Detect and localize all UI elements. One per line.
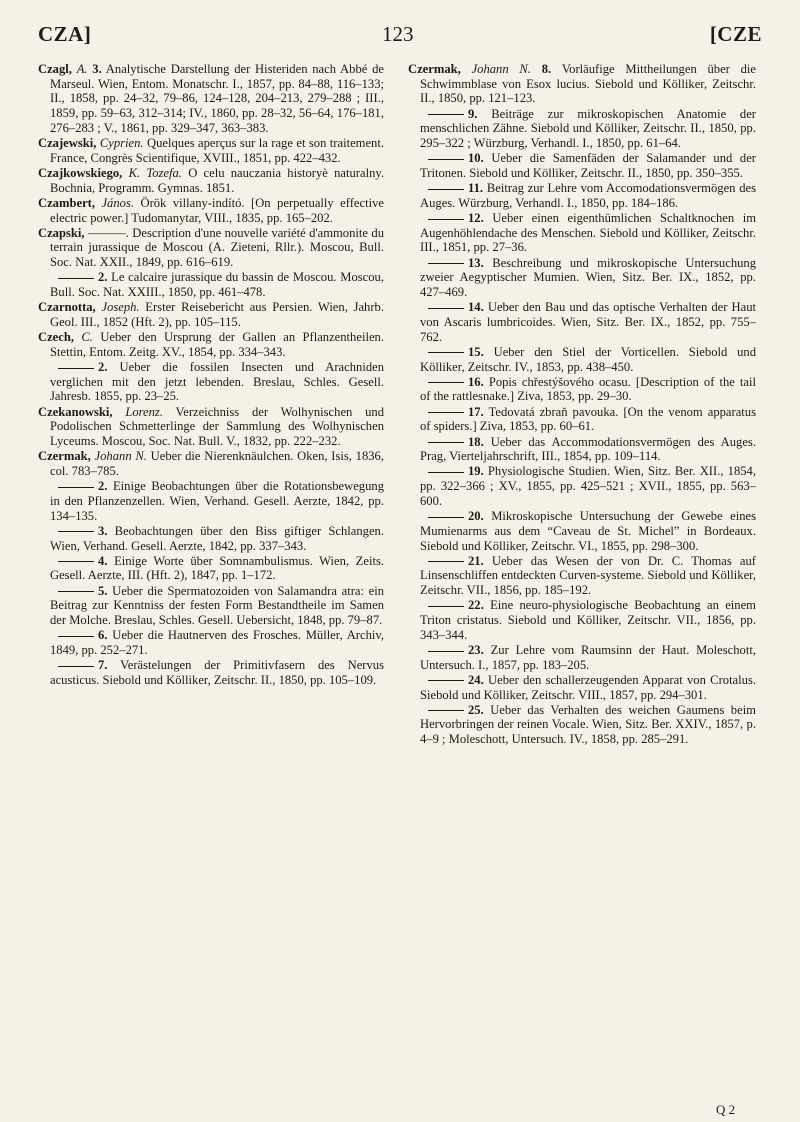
- ditto-dash: [58, 561, 94, 562]
- entry-number: 12.: [468, 211, 484, 226]
- entry-citation: Beiträge zur mikroskopischen Anatomie der menschlichen Zähne. Siebold und Kölliker, Zeitschr. II., 1850, pp. 295–322 ; Würzburg, Verhandl. I., 1850, pp. 61–64.: [420, 106, 756, 151]
- left-column: [38, 62, 384, 688]
- entry-number: 15.: [468, 344, 484, 359]
- entry-number: 21.: [468, 553, 484, 568]
- bibliography-sub-entry: [38, 270, 384, 299]
- entry-citation: Ueber die Samenfäden der Salamander und der Tritonen. Siebold und Kölliker, Zeitschr. II., 1850, pp. 350–355.: [420, 151, 756, 180]
- ditto-dash: [58, 531, 94, 532]
- entry-citation: Ueber die Spermatozoiden von Salamandra atra: ein Beitrag zur Kenntniss der festen Form Bestandtheile im Samen der Molche. Breslau, Schles. Gesell. Uebersicht, 1848, pp. 79–87.: [50, 583, 384, 628]
- entry-number: 2.: [98, 360, 108, 375]
- entry-citation: Analytische Darstellung der Histeriden nach Abbé de Marseul. Wien, Entom. Monatschr. I., 1857, pp. 84–88, 116–133; II., 1858, pp. 24–32, 79–86, 124–128, 204–213, 279–288 ; III., 1859, pp. 59–63, 312–314; IV., 1860, pp. 28–32, 56–64, 176–181, 276–283 ; V., 1861, pp. 329–347, 363–383.: [50, 62, 384, 135]
- printer-signature-mark: Q 2: [716, 1102, 736, 1117]
- bibliography-entry: [38, 330, 384, 359]
- entry-citation: Ueber die Hautnerven des Frosches. Müller, Archiv, 1849, pp. 252–271.: [50, 628, 384, 657]
- bibliography-sub-entry: [408, 509, 756, 553]
- author-given-name: A.: [76, 62, 88, 76]
- bibliography-sub-entry: [408, 673, 756, 702]
- entry-citation: Örök villany-indító. [On perpetually effective electric power.] Tudomanytar, VIII., 1835, pp. 165–202.: [50, 195, 384, 225]
- entry-citation: Ueber den Stiel der Vorticellen. Siebold und Kölliker, Zeitschr. IV., 1853, pp. 438–450.: [420, 344, 757, 374]
- bibliography-sub-entry: [38, 584, 384, 628]
- bibliography-entry: [38, 405, 384, 449]
- ditto-dash: [428, 308, 464, 309]
- entry-citation: Ueber den schallerzeugenden Apparat von Crotalus. Siebold und Kölliker, Zeitschr. VIII., 1857, pp. 294–301.: [420, 672, 756, 702]
- header-right-guide-word: [CZE: [709, 22, 762, 46]
- entry-number: 25.: [468, 702, 484, 717]
- entry-number: 20.: [468, 509, 484, 524]
- entry-citation: Physiologische Studien. Wien, Sitz. Ber. XII., 1854, pp. 322–366 ; XV., 1855, pp. 425–521 ; XVII., 1855, pp. 563–600.: [420, 464, 756, 508]
- entry-number: 3.: [92, 62, 102, 76]
- entry-number: 17.: [468, 404, 484, 419]
- bibliography-entry: [408, 62, 756, 106]
- bibliography-sub-entry: [38, 658, 384, 687]
- ditto-dash: [428, 219, 464, 220]
- entry-citation: Vorläufige Mittheilungen über die Schwimmblase von Esox lucius. Siebold und Kölliker, Zeitschr. II., 1850, pp. 121–123.: [420, 62, 757, 106]
- ditto-dash: [58, 487, 94, 488]
- entry-citation: Ueber die Nierenknäulchen. Oken, Isis, 1836, col. 783–785.: [50, 449, 384, 478]
- bibliography-entry: [38, 62, 384, 136]
- bibliography-sub-entry: [408, 181, 756, 210]
- ditto-dash: [428, 442, 464, 443]
- entry-citation: Ueber den Ursprung der Gallen an Pflanzentheilen. Stettin, Entom. Zeitg. XV., 1854, pp. 334–343.: [50, 330, 384, 359]
- bibliography-entry: [38, 136, 384, 165]
- entry-number: 16.: [468, 374, 484, 389]
- bibliography-sub-entry: [408, 554, 756, 598]
- author-surname: Czajewski,: [38, 136, 97, 151]
- entry-number: 19.: [468, 464, 484, 479]
- entry-citation: ———. Description d'une nouvelle variété d'ammonite du terrain jurassique de Moscou (A. Zieteni, Rllr.). Moscou, Bull. Soc. Nat. XXII., 1849, pp. 616–619.: [50, 225, 384, 270]
- author-surname: Czajkowskiego,: [38, 165, 123, 180]
- bibliography-entry: [38, 166, 384, 195]
- entry-number: 6.: [98, 628, 108, 643]
- right-column: [408, 62, 756, 747]
- entry-citation: Ueber den Bau und das optische Verhalten der Haut von Ascaris lumbricoides. Wien, Sitz. Ber. IX., 1852, pp. 755–762.: [420, 300, 756, 344]
- bibliography-sub-entry: [408, 107, 756, 151]
- entry-citation: Ueber das Wesen der von Dr. C. Thomas auf Linsenschliffen entdeckten Curven-systeme. Siebold und Kölliker, Zeitschr. VII., 1856, pp. 185–192.: [420, 553, 756, 598]
- bibliography-sub-entry: [408, 464, 756, 508]
- bibliography-sub-entry: [38, 554, 384, 583]
- entry-number: 7.: [98, 658, 108, 673]
- entry-number: 4.: [98, 553, 108, 568]
- bibliography-sub-entry: [408, 300, 756, 344]
- ditto-dash: [428, 114, 464, 115]
- author-surname: Czarnotta,: [38, 300, 96, 315]
- bibliography-sub-entry: [408, 598, 756, 642]
- entry-number: 18.: [468, 434, 484, 449]
- entry-citation: Tedovatá zbraň pavouka. [On the venom apparatus of spiders.] Ziva, 1853, pp. 60–61.: [420, 404, 756, 434]
- author-surname: Czambert,: [38, 195, 95, 210]
- author-given-name: Joseph.: [101, 300, 140, 315]
- bibliography-entry: [38, 226, 384, 270]
- entry-citation: Ueber das Verhalten des weichen Gaumens beim Hervorbringen der reinen Vocale. Wien, Sitz. Ber. XXIV., 1857, p. 4–9 ; Moleschott, Untersuch. IV., 1858, pp. 285–291.: [420, 702, 756, 747]
- entry-citation: Le calcaire jurassique du bassin de Moscou. Moscou, Bull. Soc. Nat. XXIII., 1850, pp. 461–478.: [50, 270, 384, 300]
- author-surname: Czagl,: [38, 62, 72, 76]
- entry-citation: Beschreibung und mikroskopische Untersuchung zweier Aegyptischer Mumien. Wien, Sitz. Ber. IX., 1852, pp. 427–469.: [420, 255, 757, 300]
- entry-citation: Einige Beobachtungen über die Rotationsbewegung in den Pflanzenzellen. Wien, Verhand. Gesell. Aerzte, 1842, pp. 134–135.: [50, 479, 384, 523]
- author-surname: Czekanowski,: [38, 404, 113, 419]
- entry-citation: Popis chřestýšového ocasu. [Description of the tail of the rattlesnake.] Ziva, 1853, pp. 29–30.: [420, 374, 757, 404]
- ditto-dash: [428, 710, 464, 711]
- ditto-dash: [428, 412, 464, 413]
- author-given-name: C.: [81, 330, 93, 345]
- bibliography-sub-entry: [408, 375, 756, 404]
- entry-citation: Beitrag zur Lehre vom Accomodationsvermögen des Auges. Würzburg, Verhandl. I., 1850, pp. 184–186.: [420, 181, 756, 210]
- bibliography-sub-entry: [408, 256, 756, 300]
- entry-citation: Ueber das Accommodationsvermögen des Auges. Prag, Vierteljahrschrift, III., 1854, pp. 109–114.: [420, 434, 756, 464]
- entry-number: 10.: [468, 151, 484, 166]
- author-given-name: János.: [101, 195, 134, 210]
- author-surname: Czermak,: [408, 62, 461, 76]
- entry-citation: Erster Reisebericht aus Persien. Wien, Jahrb. Geol. III., 1852 (Hft. 2), pp. 105–115.: [50, 300, 384, 329]
- ditto-dash: [428, 651, 464, 652]
- bibliography-sub-entry: [408, 211, 756, 255]
- ditto-dash: [58, 591, 94, 592]
- author-given-name: K. Tozefa.: [128, 165, 182, 180]
- entry-number: 13.: [468, 255, 484, 270]
- entry-number: 2.: [98, 270, 108, 285]
- entry-number: 2.: [98, 479, 108, 494]
- ditto-dash: [428, 382, 464, 383]
- author-surname: Czech,: [38, 330, 75, 345]
- bibliography-sub-entry: [38, 524, 384, 553]
- bibliography-entry: [38, 300, 384, 329]
- bibliography-entry: [38, 196, 384, 225]
- bibliography-sub-entry: [408, 435, 756, 464]
- entry-number: 11.: [468, 181, 484, 196]
- ditto-dash: [428, 159, 464, 160]
- entry-citation: O celu nauczania historyè naturalny. Bochnia, Programm. Gymnas. 1851.: [50, 165, 385, 195]
- ditto-dash: [428, 680, 464, 681]
- bibliography-sub-entry: [38, 628, 384, 657]
- header-left-guide-word: CZA]: [38, 22, 92, 46]
- bibliography-sub-entry: [408, 405, 756, 434]
- entry-citation: Eine neuro-physiologische Beobachtung an einem Triton cristatus. Siebold und Kölliker, Zeitschr. VII., 1856, pp. 343–344.: [420, 598, 756, 642]
- entry-citation: Beobachtungen über den Biss giftiger Schlangen. Wien, Verhand. Gesell. Aerzte, 1842, pp. 337–343.: [50, 523, 384, 553]
- ditto-dash: [428, 189, 464, 190]
- author-given-name: Johann N.: [471, 62, 531, 76]
- page-number: 123: [382, 22, 414, 46]
- entry-number: 3.: [98, 523, 108, 538]
- bibliography-entry: [38, 449, 384, 478]
- ditto-dash: [58, 278, 94, 279]
- entry-number: 14.: [468, 300, 484, 315]
- ditto-dash: [428, 517, 464, 518]
- entry-number: 24.: [468, 672, 484, 687]
- entry-citation: Zur Lehre vom Raumsinn der Haut. Moleschott, Untersuch. I., 1857, pp. 183–205.: [420, 642, 756, 672]
- entry-number: 9.: [468, 106, 478, 121]
- ditto-dash: [58, 368, 94, 369]
- author-given-name: Lorenz.: [125, 404, 163, 419]
- bibliography-sub-entry: [408, 151, 756, 180]
- ditto-dash: [58, 666, 94, 667]
- author-given-name: Cyprien.: [99, 136, 144, 151]
- ditto-dash: [428, 561, 464, 562]
- ditto-dash: [428, 352, 464, 353]
- author-surname: Czapski,: [38, 225, 85, 240]
- entry-citation: Ueber die fossilen Insecten und Arachniden verglichen mit den jetzt lebenden. Breslau, Schles. Gesell. Jahresb. 1855, pp. 23–25.: [50, 360, 384, 404]
- entry-number: 23.: [468, 642, 484, 657]
- running-header: [0, 22, 800, 52]
- bibliography-sub-entry: [38, 479, 384, 523]
- ditto-dash: [428, 606, 464, 607]
- entry-citation: Verzeichniss der Wolhynischen und Podolischen Schmetterlinge der Sammlung des Wolhynischen Lyceums. Moscou, Soc. Nat. Bull. V., 1832, pp. 222–232.: [50, 404, 385, 449]
- entry-citation: Einige Worte über Somnambulismus. Wien, Zeits. Gesell. Aerzte, III. (Hft. 2), 1847, pp. 1–172.: [50, 553, 384, 583]
- ditto-dash: [428, 263, 464, 264]
- entry-citation: Ueber einen eigenthümlichen Schaltknochen im Augenhöhlendache des Menschen. Siebold und Kölliker, Zeitschr. III., 1851, pp. 27–36.: [420, 211, 757, 255]
- ditto-dash: [58, 636, 94, 637]
- entry-number: 8.: [541, 62, 552, 76]
- entry-citation: Verästelungen der Primitivfasern des Nervus acusticus. Siebold und Kölliker, Zeitschr. II., 1850, pp. 105–109.: [50, 658, 384, 687]
- entry-citation: Mikroskopische Untersuchung der Gewebe eines Mumienarms aus dem “Caveau de St. Michel” in Bordeaux. Siebold und Kölliker, Zeitschr. VI., 1855, pp. 298–300.: [420, 509, 756, 553]
- entry-citation: Quelques aperçus sur la rage et son traitement. France, Congrès Scientifique, XVIII., 1851, pp. 422–432.: [50, 136, 384, 165]
- bibliography-sub-entry: [408, 643, 756, 672]
- author-surname: Czermak,: [38, 449, 91, 464]
- author-given-name: Johann N.: [94, 449, 147, 464]
- bibliography-sub-entry: [408, 703, 756, 747]
- entry-number: 22.: [468, 598, 484, 613]
- bibliography-sub-entry: [408, 345, 756, 374]
- bibliography-sub-entry: [38, 360, 384, 404]
- entry-number: 5.: [98, 583, 108, 598]
- ditto-dash: [428, 472, 464, 473]
